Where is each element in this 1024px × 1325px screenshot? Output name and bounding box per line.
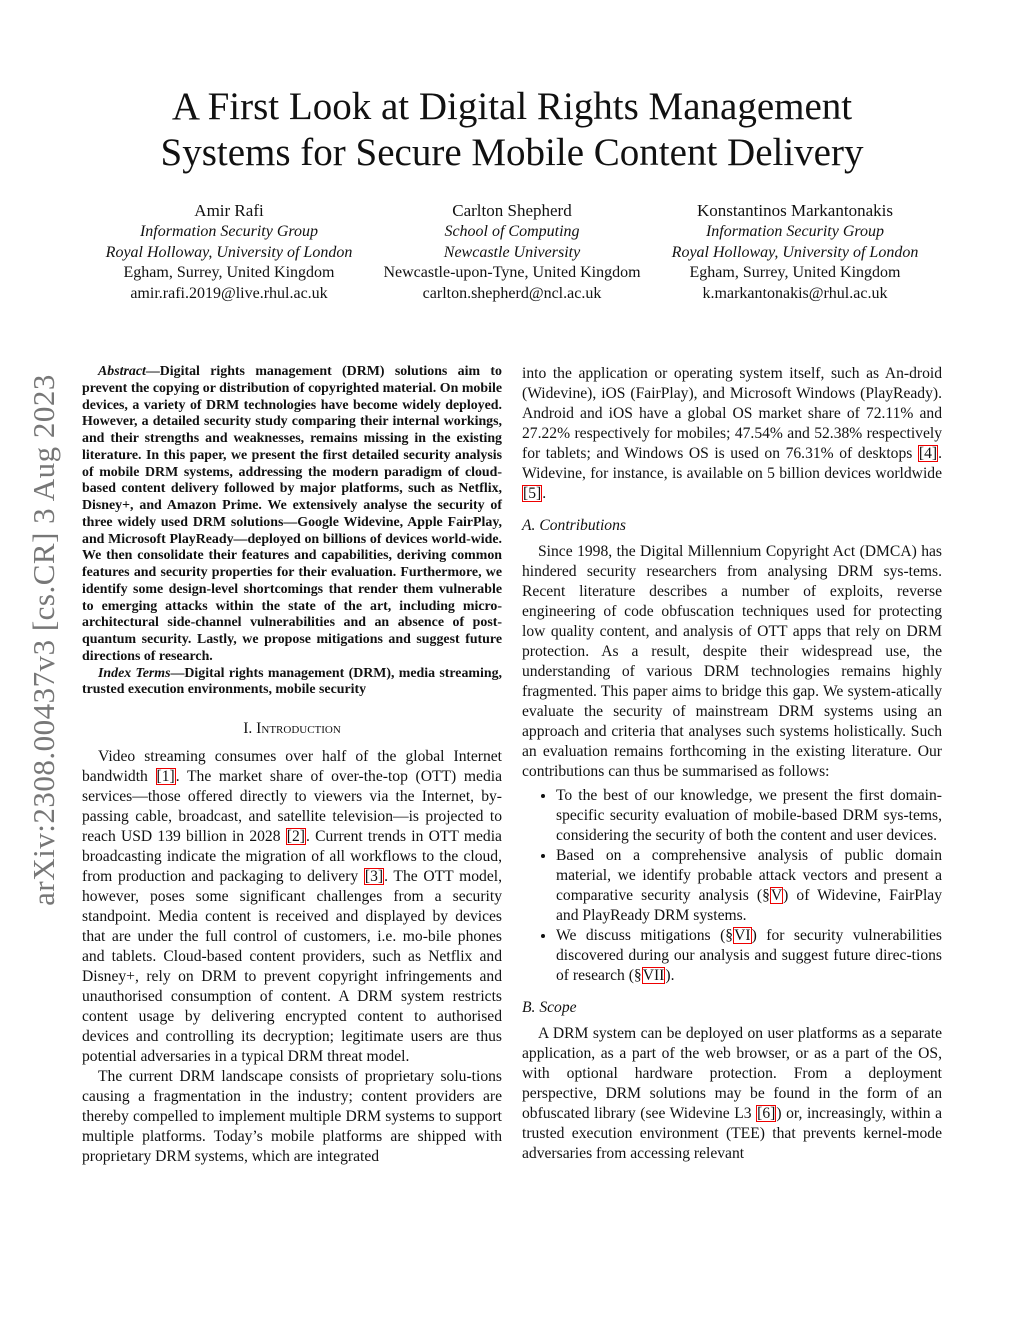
author-org: Royal Holloway, University of London xyxy=(671,243,919,261)
list-item xyxy=(556,786,942,846)
abstract-label: Abstract xyxy=(98,364,146,379)
subsection-heading-scope: B. Scope xyxy=(522,999,577,1016)
index-terms-label: Index Terms xyxy=(98,665,171,681)
text-run: . Widevine, for instance, is available on 5 billion devices worldwide xyxy=(522,445,942,482)
abstract-text: —Digital rights management (DRM) solutions aim to prevent the copying or distribution of copyrighted material. On mobile devices, a variety of DRM technologies have become widely deployed. However, a detailed security study comparing their internal workings, and their strengths and weaknesses, remains missing in the existing literature. In this paper, we present the first detailed security analysis of mobile DRM systems, addressing the modern paradigm of cloud-based content delivery followed by major platforms, such as Netflix, Disney+, and Amazon Prime. We extensively analyse the security of three widely used DRM solutions—Google Widevine, Apple FairPlay, and Microsoft PlayReady—deployed on billions of devices world-wide. We then consolidate their features and capabilities, deriving common features and security properties for their evaluation. Furthermore, we identify some design-level shortcomings that render them vulnerable to emerging attacks within the state of the art, including micro-architectural side-channel vulnerabilities and an absence of post-quantum security. Lastly, we propose mitigations and suggest future directions of research. xyxy=(82,364,502,664)
citation-link[interactable]: [6] xyxy=(757,1105,776,1122)
text-run: The current DRM landscape consists of proprietary solu-tions causing a fragmentation in the industry; content providers are thereby compelled to implement multiple DRM systems to support multiple platforms. Today’s mobile platforms are shipped with proprietary DRM systems, which are integrated xyxy=(82,1068,502,1165)
author-email[interactable]: k.markantonakis@rhul.ac.uk xyxy=(702,285,888,303)
text-run: Based on a comprehensive analysis of public domain material, we identify probable attack vectors and present a comparative security analysis (§ xyxy=(556,847,942,904)
text-run: ) for security vulnerabilities discovered during our analysis and suggest future direc-tions of research (§ xyxy=(556,927,942,984)
author-location: Egham, Surrey, United Kingdom xyxy=(123,264,335,282)
citation-link[interactable]: [4] xyxy=(918,445,938,462)
author-dept: Information Security Group xyxy=(705,222,885,240)
index-terms xyxy=(82,666,502,700)
citation-link[interactable]: VI xyxy=(734,927,751,944)
author xyxy=(79,201,379,305)
citation-link[interactable]: VII xyxy=(642,967,665,984)
paragraph xyxy=(82,1067,502,1167)
paragraph xyxy=(522,1024,942,1164)
right-column xyxy=(522,364,942,1164)
author-location: Newcastle-upon-Tyne, United Kingdom xyxy=(383,264,641,282)
author-name: Carlton Shepherd xyxy=(452,201,572,220)
abstract xyxy=(82,364,502,666)
citation-link[interactable]: [2] xyxy=(286,828,305,845)
citation-link[interactable]: V xyxy=(770,887,783,904)
author-location: Egham, Surrey, United Kingdom xyxy=(689,264,901,282)
author-name: Konstantinos Markantonakis xyxy=(697,201,893,220)
contributions-list xyxy=(522,786,942,986)
text-run: into the application or operating system itself, such as An-droid (Widevine), iOS (FairPlay), and Microsoft Windows (PlayReady). Android and iOS have a global OS market share of 72.11% and 27.22% respectively for mobiles; 47.54% and 52.38% respectively for tablets; and Windows OS is used on 76.31% of desktops xyxy=(522,365,942,462)
text-run: A DRM system can be deployed on user platforms as a separate application, as a part of the web browser, or as a part of the OS, with optional hardware protection. From a deployment perspective, DRM solutions may be found in the form of an obfuscated library (see Widevine L3 xyxy=(522,1025,942,1122)
text-run: ) or, increasingly, within a trusted execution environment (TEE) that prevents kernel-mode adversaries from accessing relevant xyxy=(522,1105,942,1162)
paper-title xyxy=(0,84,1024,176)
text-run: . The OTT model, however, poses some significant challenges from a security standpoint. Media content is received and displayed by devices that are under the full control of customers, i.e. mo-bile phones and tablets. Cloud-based content providers, such as Netflix and Disney+, rely on DRM to prevent copyright infringements and unauthorised consumption of content. A DRM system restricts content usage by delivering encrypted content to authorised devices and controlling its decryption; legitimate users are thus potential adversaries in a typical DRM threat model. xyxy=(82,868,502,1065)
citation-link[interactable]: [1] xyxy=(156,768,175,785)
text-run: Video streaming consumes over half of the global Internet bandwidth xyxy=(82,748,502,785)
paragraph xyxy=(82,747,502,1067)
citation-link[interactable]: [3] xyxy=(364,868,384,885)
author-dept: School of Computing xyxy=(444,222,580,240)
section-heading-introduction: I. Introduction xyxy=(243,720,341,737)
text-run: Since 1998, the Digital Millennium Copyright Act (DMCA) has hindered security researchers from analysing DRM sys-tems. Recent literature describes a number of exploits, reverse engineering of code obfuscation techniques used for protecting low quality content, and analysis of OTT apps that rely on DRM protection. As a result, despite their widespread use, the understanding of various DRM technologies remains highly fragmented. This paper aims to bridge this gap. We system-atically evaluate the security of mainstream DRM systems using an approach and criteria that analyses such systems holistically. Such an evaluation remains forthcoming in the existing literature. Our contributions can thus be summarised as follows: xyxy=(522,543,942,780)
list-item xyxy=(556,926,942,986)
author xyxy=(362,201,662,305)
subsection-heading-contributions: A. Contributions xyxy=(522,517,626,534)
author-org: Royal Holloway, University of London xyxy=(105,243,353,261)
list-item xyxy=(556,846,942,926)
text-run: . xyxy=(542,485,547,502)
author xyxy=(645,201,945,305)
text-run: We discuss mitigations (§ xyxy=(556,927,734,944)
author-email[interactable]: carlton.shepherd@ncl.ac.uk xyxy=(422,285,602,303)
index-terms-text: —Digital rights management (DRM), media streaming, trusted execution environments, mobile security xyxy=(82,665,502,698)
author-name: Amir Rafi xyxy=(194,201,264,220)
citation-link[interactable]: [5] xyxy=(523,485,542,502)
author-dept: Information Security Group xyxy=(139,222,319,240)
text-run: ) of Widevine, FairPlay and PlayReady DRM systems. xyxy=(556,887,942,924)
title-line: A First Look at Digital Rights Management xyxy=(171,85,853,128)
title-line: Systems for Secure Mobile Content Delivery xyxy=(160,131,864,174)
author-email[interactable]: amir.rafi.2019@live.rhul.ac.uk xyxy=(130,285,328,303)
paragraph-continued xyxy=(522,364,942,504)
text-run: . The market share of over-the-top (OTT) media services—those offered directly to viewers via the Internet, by-passing cable, broadcast, and satellite television—is projected to reach USD 139 billion in 2028 xyxy=(82,768,503,845)
left-column xyxy=(82,364,502,1167)
author-org: Newcastle University xyxy=(443,243,581,261)
text-run: . Current trends in OTT media broadcasting indicate the migration of all workflows to the cloud, from production and packaging to delivery xyxy=(82,828,502,885)
arxiv-identifier: arXiv:2308.00437v3 [cs.CR] 3 Aug 2023 xyxy=(26,374,61,906)
paragraph xyxy=(522,542,942,782)
text-run: To the best of our knowledge, we present the first domain-specific security evaluation of mobile-based DRM sys-tems, considering the security of both the content and user devices. xyxy=(556,787,942,844)
text-run: ). xyxy=(665,967,675,984)
